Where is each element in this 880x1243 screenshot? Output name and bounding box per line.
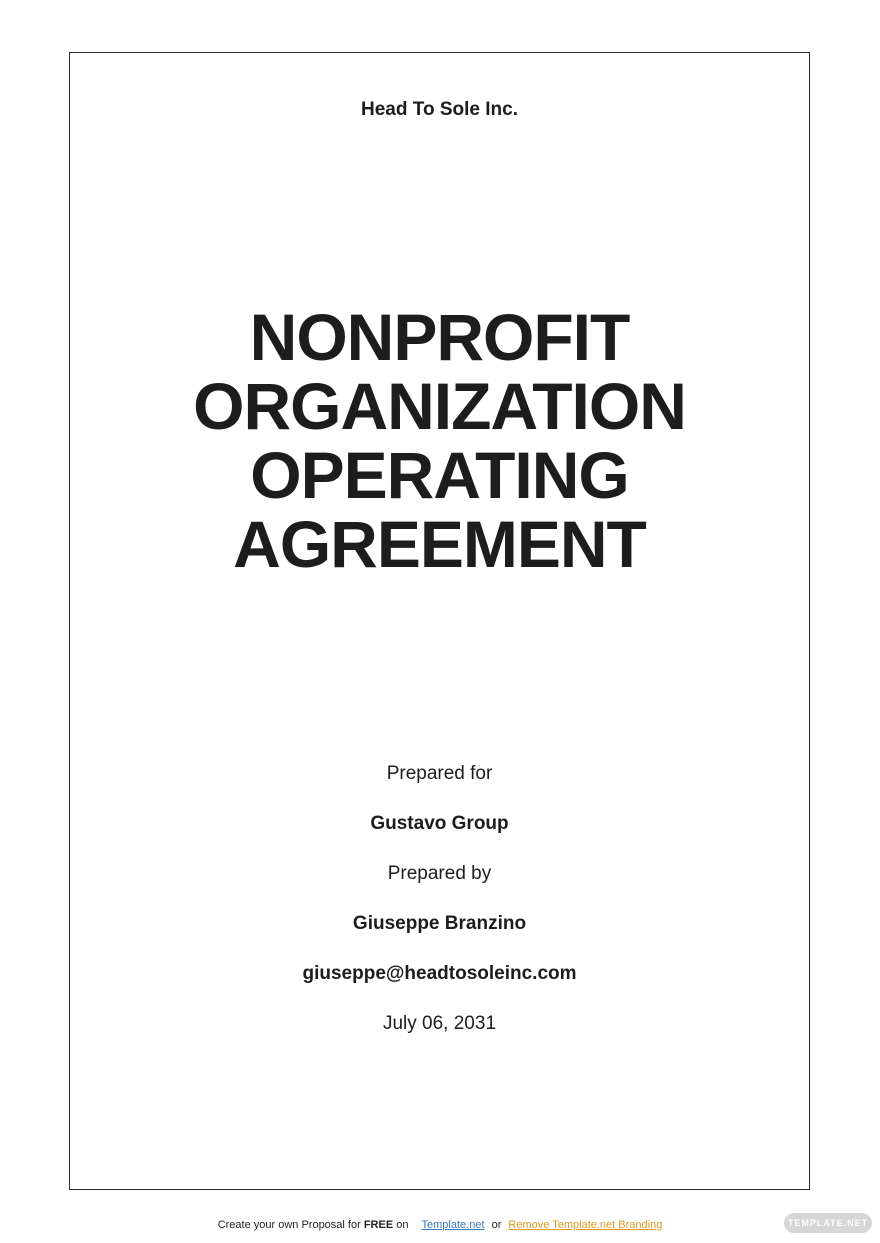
prepared-by-value: Giuseppe Branzino bbox=[352, 913, 527, 934]
document-date: July 06, 2031 bbox=[382, 1013, 497, 1034]
footer-or: or bbox=[491, 1219, 502, 1231]
footer-free: FREE bbox=[363, 1219, 394, 1231]
company-name: Head To Sole Inc. bbox=[361, 99, 518, 120]
document-title bbox=[70, 300, 809, 581]
prepared-for-label: Prepared for bbox=[386, 763, 493, 784]
title-line: OPERATING bbox=[250, 438, 629, 512]
email-address: giuseppe@headtosoleinc.com bbox=[302, 963, 577, 984]
document-page bbox=[69, 52, 810, 1190]
footer-on: on bbox=[393, 1219, 409, 1231]
prepared-for-value: Gustavo Group bbox=[370, 813, 509, 834]
remove-branding-link[interactable]: Remove Template.net Branding bbox=[508, 1219, 663, 1231]
title-line: AGREEMENT bbox=[233, 507, 646, 581]
branding-footer bbox=[0, 1219, 880, 1231]
title-line: ORGANIZATION bbox=[193, 369, 686, 443]
prepared-by-label: Prepared by bbox=[387, 863, 492, 884]
template-net-badge: TEMPLATE.NET bbox=[784, 1213, 872, 1233]
title-line: NONPROFIT bbox=[249, 300, 630, 374]
template-net-link[interactable]: Template.net bbox=[421, 1219, 485, 1231]
footer-text: Create your own Proposal for bbox=[217, 1219, 364, 1231]
